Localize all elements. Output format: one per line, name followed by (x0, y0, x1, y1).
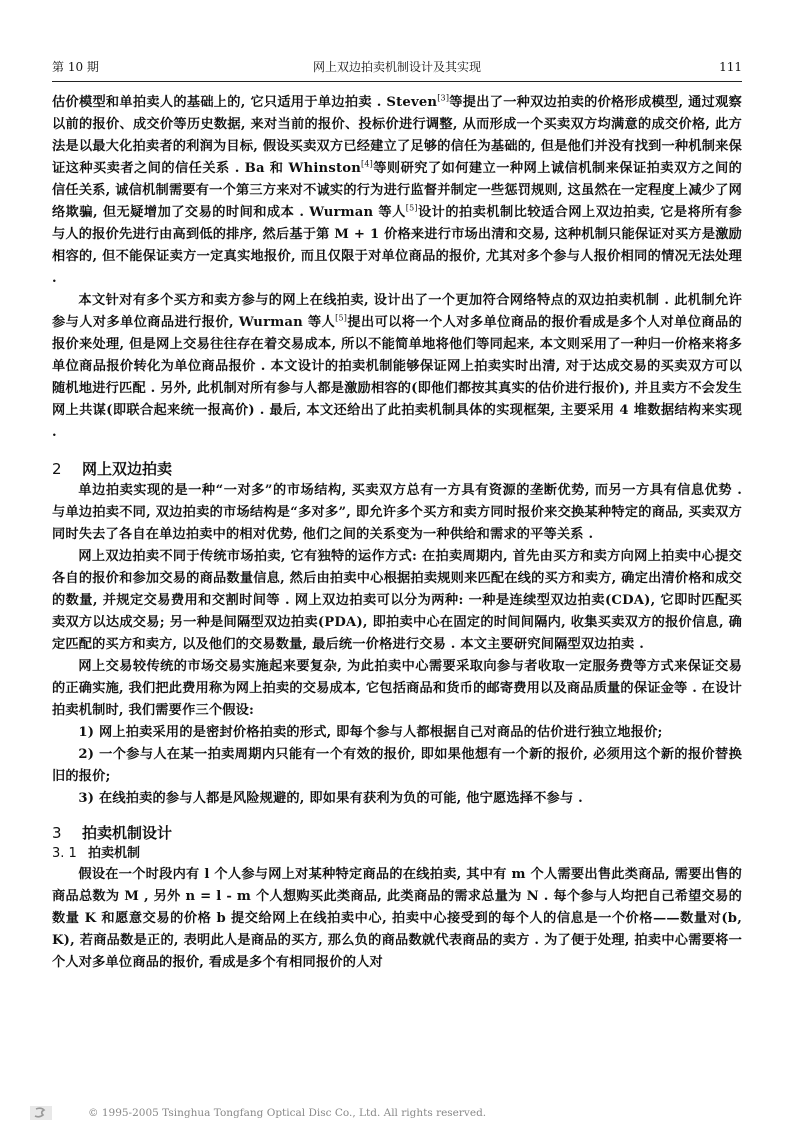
section-3-paragraph-1: 假设在一个时段内有 l 个人参与网上对某种特定商品的在线拍卖, 其中有 m 个人需要出售此类商品, 需要出售的商品总数为 M , 另外 n = l - m 个人想购买此类商品, 此类商品的需求总量为 N . 每个参与人均把自己希望交易的数量 K 和愿意交易的价格 b 提交给网上在线拍卖中心, 拍卖中心接受到的每个人的信息是一个价格——数量对(b, K), 若商品数是正的, 表明此人是商品的买方, 那么负的商品数就代表商品的卖方 . 为了便于处理, 拍卖中心需要将一个人对多单位商品的报价, 看成是多个有相同报价的人对 (52, 867, 742, 970)
intro-paragraph-1 (52, 92, 742, 290)
assumption-2: 2) 一个参与人在某一拍卖周期内只能有一个有效的报价, 即如果他想有一个新的报价, 必须用这个新的报价替换旧的报价; (52, 747, 742, 784)
citation-ref: [3] (437, 93, 450, 103)
citation-ref: [4] (361, 159, 373, 169)
copyright-footer (30, 1106, 730, 1120)
section-title: 网上双边拍卖 (82, 460, 173, 478)
section-number: 3 (52, 824, 62, 842)
section-3-heading (52, 822, 742, 844)
section-number: 2 (52, 460, 62, 478)
citation-ref: [5] (335, 313, 348, 323)
issue-number: 第 10 期 (52, 60, 99, 74)
header-rule (52, 81, 742, 82)
subsection-number: 3. 1 (52, 846, 77, 861)
text-span: 等提出了一种双边拍卖的价格形成模型, 通过观察以前的报价、成交价等历史数据, 来对当前的报价、投标价进行调整, 从而形成一个买卖双方均满意的成交价格, 此方法是以最大化拍卖者的利润为目标, 假设买卖双方已经建立了足够的信任为基础的, 但是他们并没有找到一种机制来保证这种买卖者之间的信任关系 . Ba 和 Whinston (52, 95, 742, 176)
section-2-paragraph-2: 网上双边拍卖不同于传统市场拍卖, 它有独特的运作方式: 在拍卖周期内, 首先由买方和卖方向网上拍卖中心提交各自的报价和参加交易的商品数量信息, 然后由拍卖中心根据拍卖规则来匹配在线的买方和卖方, 确定出清价格和成交的数量, 并规定交易费用和交割时间等 . 网上双边拍卖可以分为两种: 一种是连续型双边拍卖(CDA), 它即时匹配买卖双方以达成交易; 另一种是间隔型双边拍卖(PDA), 即拍卖中心在固定的时间间隔内, 收集买卖双方的报价信息, 确定匹配的买方和卖方, 以及他们的交易数量, 最后统一价格进行交易 . 本文主要研究间隔型双边拍卖 . (52, 549, 742, 652)
section-2-heading (52, 458, 742, 480)
article-body (52, 92, 742, 974)
publisher-logo-icon (30, 1106, 52, 1120)
section-2-paragraph-1: 单边拍卖实现的是一种“一对多”的市场结构, 买卖双方总有一方具有资源的垄断优势, 而另一方具有信息优势 . 与单边拍卖不同, 双边拍卖的市场结构是“多对多”, 即允许多个买方和卖方同时报价来交换某种特定的商品, 买卖双方同时失去了各自在单边拍卖中的相对优势, 他们之间的关系变为一种供给和需求的平等关系 . (52, 483, 742, 542)
text-span: 估价模型和单拍卖人的基础上的, 它只适用于单边拍卖 . Steven (52, 95, 438, 110)
text-span: 等则研究了如何建立一种网上诚信机制来保证拍卖双方之间的信任关系, 诚信机制需要有一个第三方来对不诚实的行为进行监督并制定一些惩罚规则, 这虽然在一定程度上减少了网络欺骗, 但无疑增加了交易的时间和成本 . Wurman 等人 (52, 161, 743, 220)
assumption-1: 1) 网上拍卖采用的是密封价格拍卖的形式, 即每个参与人都根据自己对商品的估价进行独立地报价; (78, 725, 663, 740)
assumption-3: 3) 在线拍卖的参与人都是风险规避的, 即如果有获利为负的可能, 他宁愿选择不参与 . (78, 791, 583, 806)
intro-paragraph-2 (52, 290, 742, 444)
subsection-title: 拍卖机制 (88, 846, 141, 861)
citation-ref: [5] (405, 203, 418, 213)
section-2-paragraph-3: 网上交易较传统的市场交易实施起来要复杂, 为此拍卖中心需要采取向参与者收取一定服务费等方式来保证交易的正确实施, 我们把此费用称为网上拍卖的交易成本, 它包括商品和货币的邮寄费用以及商品质量的保证金等 . 在设计拍卖机制时, 我们需要作三个假设: (52, 659, 742, 718)
section-title: 拍卖机制设计 (82, 824, 173, 842)
running-header (52, 59, 742, 75)
text-span: 设计的拍卖机制比较适合网上双边拍卖, 它是将所有参与人的报价先进行由高到低的排序, 然后基于第 M + 1 价格来进行市场出清和交易, 这种机制只能保证对买方是激励相容的, 但不能保证卖方一定真实地报价, 而且仅限于对单位商品的报价, 尤其对多个参与人报价相同的情况无法处理 . (52, 205, 742, 286)
subsection-3-1-heading (52, 844, 742, 864)
text-span: 提出可以将一个人对多单位商品的报价看成是多个人对单位商品的报价来处理, 但是网上交易往往存在着交易成本, 所以不能简单地将他们等同起来, 本文则采用了一种归一价格来将多单位商品报价转化为单位商品报价 . 本文设计的拍卖机制能够保证网上拍卖实时出清, 对于达成交易的买卖双方可以随机地进行匹配 . 另外, 此机制对所有参与人都是激励相容的(即他们都按其真实的估价进行报价), 并且卖方不会发生网上共谋(即联合起来统一报高价) . 最后, 本文还给出了此拍卖机制具体的实现框架, 主要采用 4 堆数据结构来实现 . (52, 315, 742, 440)
running-title: 网上双边拍卖机制设计及其实现 (312, 60, 481, 74)
page-number: 111 (719, 60, 742, 74)
copyright-text: © 1995-2005 Tsinghua Tongfang Optical Disc Co., Ltd. All rights reserved. (88, 1107, 487, 1119)
text-span: 本文针对有多个买方和卖方参与的网上在线拍卖, 设计出了一个更加符合网络特点的双边拍卖机制 . 此机制允许参与人对多单位商品进行报价, Wurman 等人 (52, 293, 742, 330)
